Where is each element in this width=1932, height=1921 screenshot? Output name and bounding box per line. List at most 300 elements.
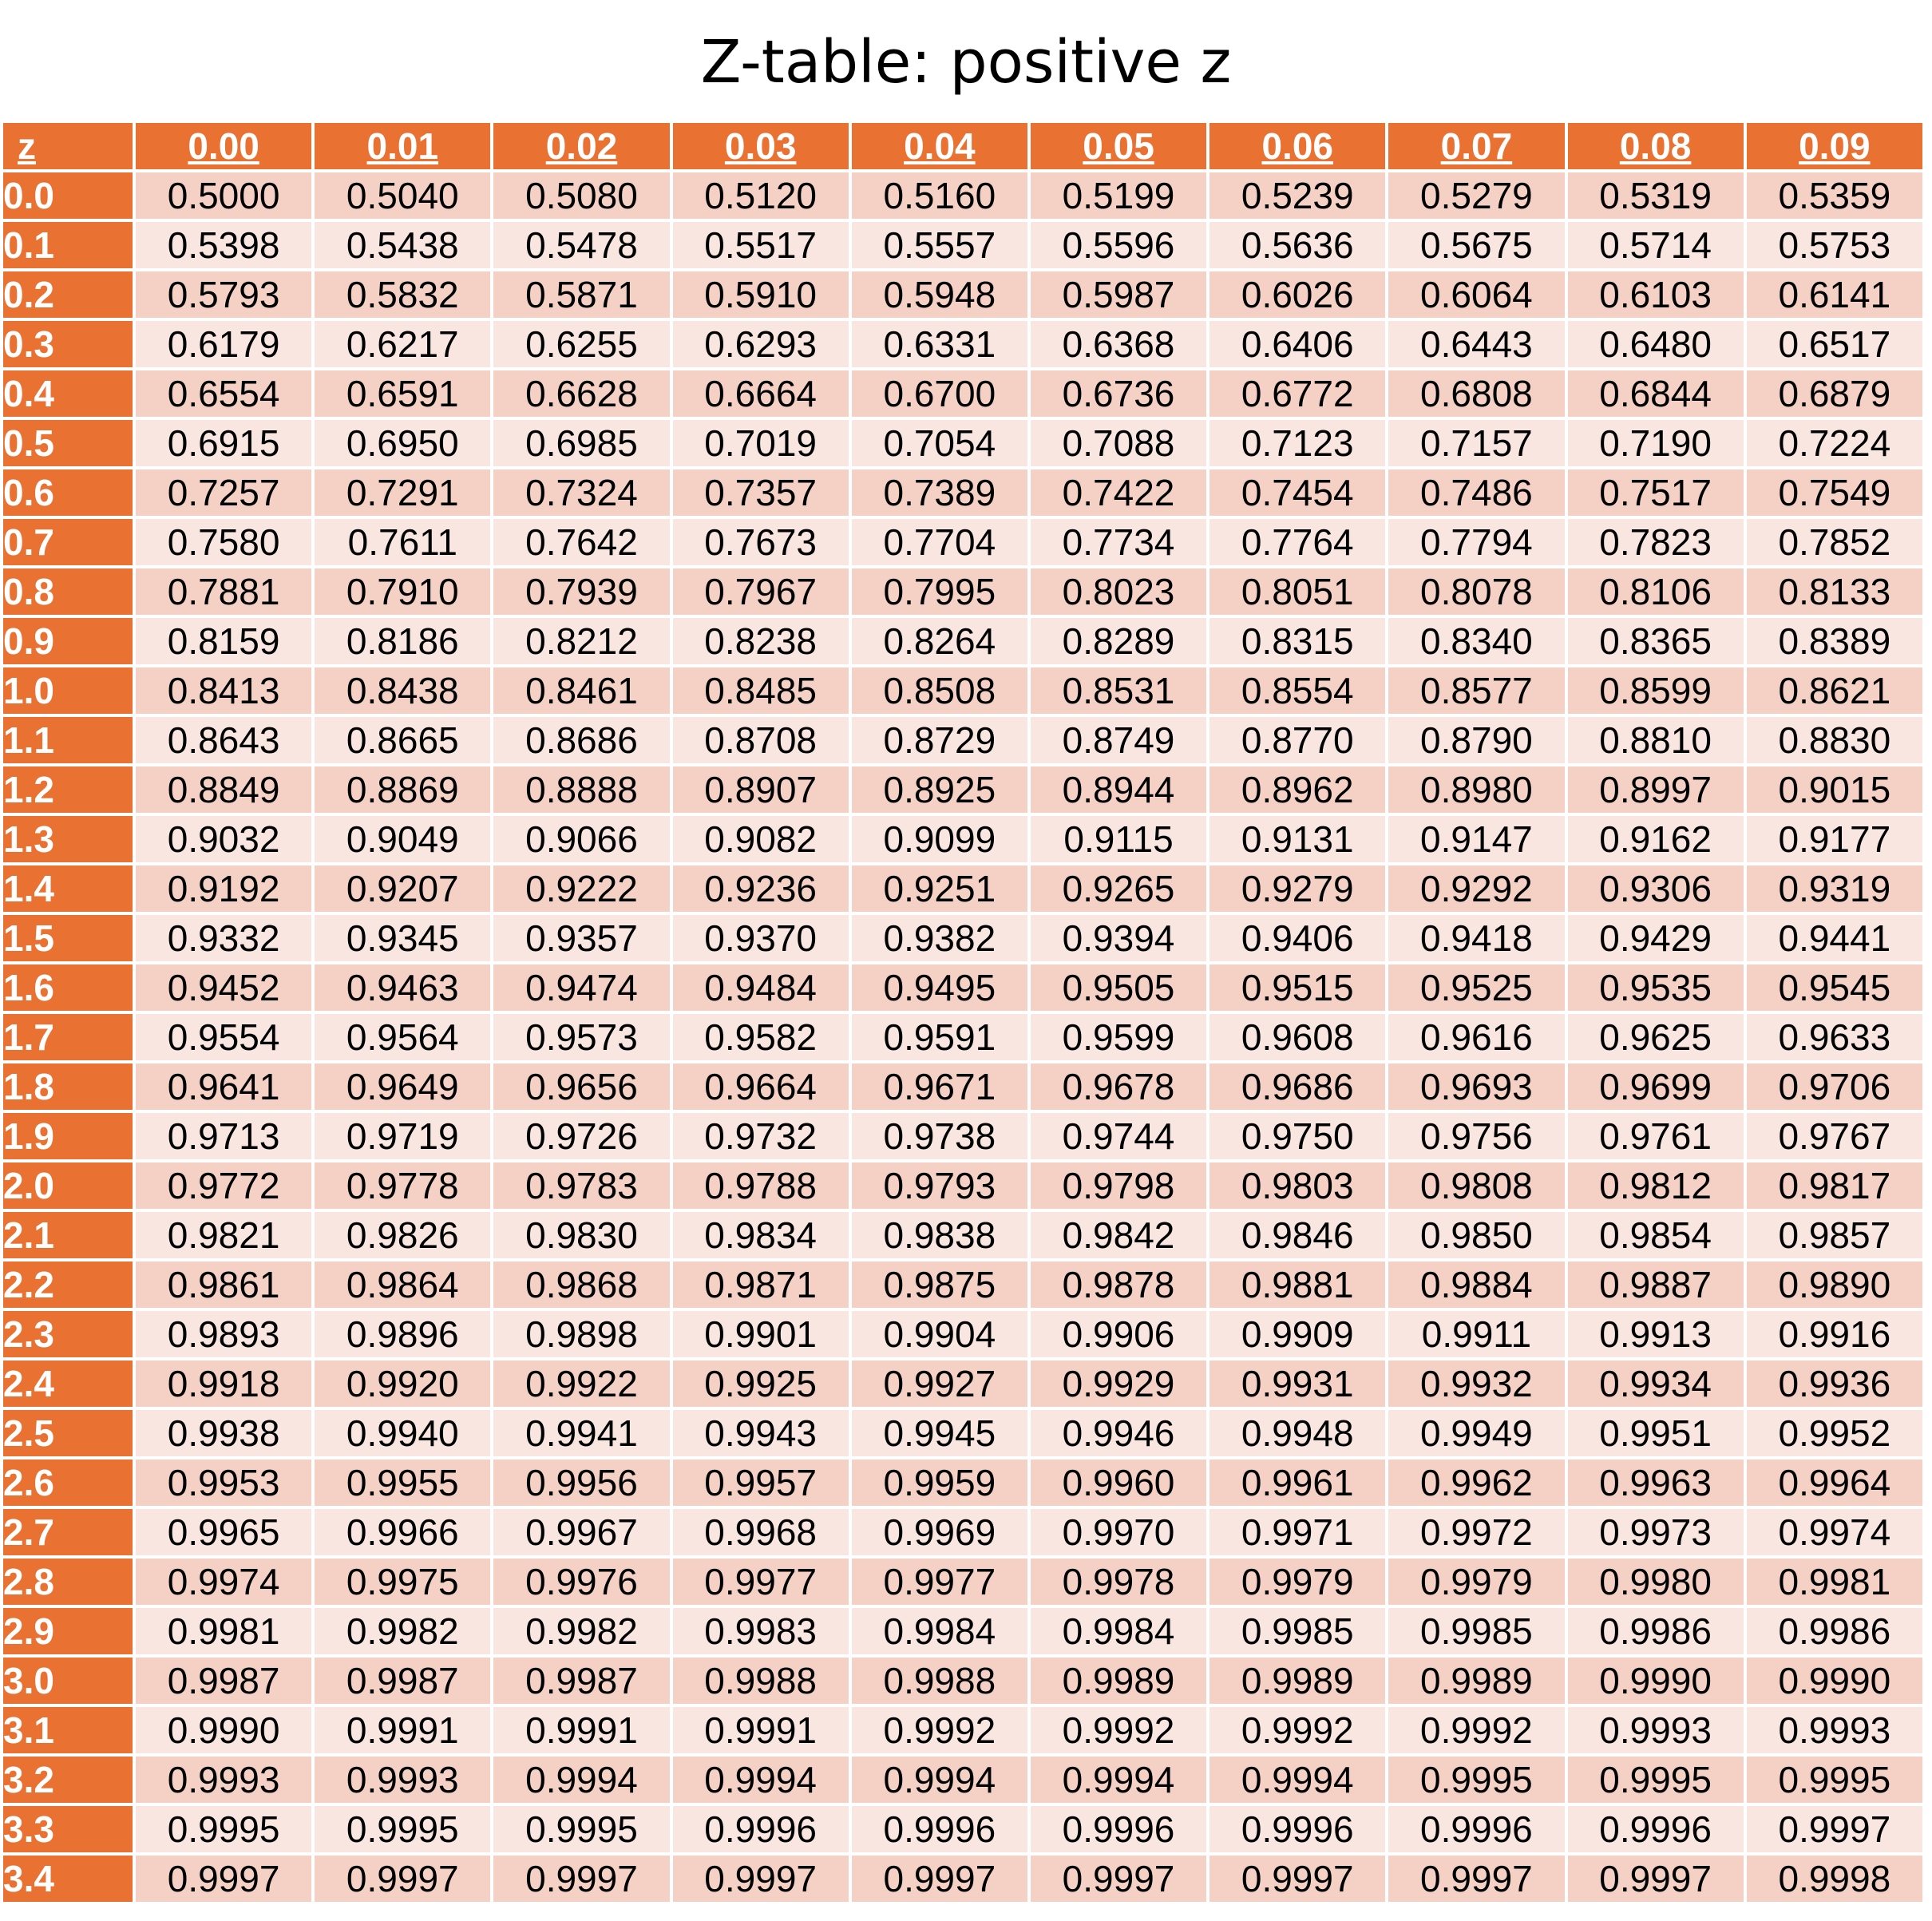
probability-cell: 0.7995	[852, 568, 1027, 615]
probability-cell: 0.9429	[1568, 915, 1744, 961]
probability-cell: 0.7764	[1209, 519, 1385, 565]
probability-cell: 0.9994	[493, 1757, 669, 1803]
probability-cell: 0.9319	[1747, 865, 1922, 912]
probability-cell: 0.7881	[136, 568, 311, 615]
probability-cell: 0.9812	[1568, 1163, 1744, 1209]
probability-cell: 0.6700	[852, 370, 1027, 417]
probability-cell: 0.9463	[315, 964, 490, 1011]
probability-cell: 0.9962	[1388, 1460, 1564, 1506]
probability-cell: 0.7580	[136, 519, 311, 565]
header-row	[3, 123, 1922, 169]
table-row	[3, 370, 1922, 417]
probability-cell: 0.8340	[1388, 618, 1564, 664]
probability-cell: 0.9938	[136, 1410, 311, 1456]
probability-cell: 0.8485	[673, 667, 849, 714]
row-z-label: 1.3	[3, 816, 133, 862]
probability-cell: 0.6293	[673, 321, 849, 367]
column-header: 0.09	[1747, 123, 1922, 169]
probability-cell: 0.9993	[136, 1757, 311, 1803]
probability-cell: 0.9032	[136, 816, 311, 862]
probability-cell: 0.9783	[493, 1163, 669, 1209]
probability-cell: 0.9505	[1031, 964, 1206, 1011]
column-header: 0.05	[1031, 123, 1206, 169]
probability-cell: 0.9974	[136, 1559, 311, 1605]
probability-cell: 0.8888	[493, 766, 669, 813]
probability-cell: 0.5359	[1747, 172, 1922, 219]
row-z-label: 1.4	[3, 865, 133, 912]
probability-cell: 0.9959	[852, 1460, 1027, 1506]
probability-cell: 0.7257	[136, 469, 311, 516]
table-row	[3, 1658, 1922, 1704]
probability-cell: 0.9994	[852, 1757, 1027, 1803]
probability-cell: 0.9951	[1568, 1410, 1744, 1456]
probability-cell: 0.6064	[1388, 271, 1564, 318]
table-row	[3, 1757, 1922, 1803]
probability-cell: 0.7910	[315, 568, 490, 615]
probability-cell: 0.8665	[315, 717, 490, 763]
probability-cell: 0.9452	[136, 964, 311, 1011]
probability-cell: 0.9821	[136, 1212, 311, 1258]
table-row	[3, 420, 1922, 466]
probability-cell: 0.9664	[673, 1063, 849, 1110]
probability-cell: 0.8749	[1031, 717, 1206, 763]
probability-cell: 0.9929	[1031, 1361, 1206, 1407]
table-row	[3, 1608, 1922, 1654]
probability-cell: 0.8790	[1388, 717, 1564, 763]
probability-cell: 0.9896	[315, 1311, 490, 1357]
probability-cell: 0.7291	[315, 469, 490, 516]
row-z-label: 3.4	[3, 1856, 133, 1902]
probability-cell: 0.9975	[315, 1559, 490, 1605]
probability-cell: 0.8289	[1031, 618, 1206, 664]
probability-cell: 0.6915	[136, 420, 311, 466]
probability-cell: 0.9941	[493, 1410, 669, 1456]
probability-cell: 0.9545	[1747, 964, 1922, 1011]
probability-cell: 0.5910	[673, 271, 849, 318]
probability-cell: 0.6179	[136, 321, 311, 367]
table-row	[3, 1361, 1922, 1407]
table-row	[3, 271, 1922, 318]
probability-cell: 0.9936	[1747, 1361, 1922, 1407]
probability-cell: 0.9049	[315, 816, 490, 862]
probability-cell: 0.5636	[1209, 222, 1385, 268]
probability-cell: 0.9177	[1747, 816, 1922, 862]
probability-cell: 0.9671	[852, 1063, 1027, 1110]
probability-cell: 0.9292	[1388, 865, 1564, 912]
probability-cell: 0.9162	[1568, 816, 1744, 862]
probability-cell: 0.9591	[852, 1014, 1027, 1060]
table-row	[3, 618, 1922, 664]
probability-cell: 0.8531	[1031, 667, 1206, 714]
probability-cell: 0.9985	[1388, 1608, 1564, 1654]
probability-cell: 0.9599	[1031, 1014, 1206, 1060]
probability-cell: 0.9993	[1568, 1707, 1744, 1753]
probability-cell: 0.9982	[315, 1608, 490, 1654]
probability-cell: 0.9931	[1209, 1361, 1385, 1407]
probability-cell: 0.5987	[1031, 271, 1206, 318]
probability-cell: 0.8413	[136, 667, 311, 714]
probability-cell: 0.5160	[852, 172, 1027, 219]
probability-cell: 0.7054	[852, 420, 1027, 466]
probability-cell: 0.5871	[493, 271, 669, 318]
probability-cell: 0.8729	[852, 717, 1027, 763]
probability-cell: 0.5832	[315, 271, 490, 318]
probability-cell: 0.9131	[1209, 816, 1385, 862]
probability-cell: 0.9990	[1568, 1658, 1744, 1704]
probability-cell: 0.6772	[1209, 370, 1385, 417]
probability-cell: 0.5948	[852, 271, 1027, 318]
probability-cell: 0.7324	[493, 469, 669, 516]
row-z-label: 0.3	[3, 321, 133, 367]
probability-cell: 0.9756	[1388, 1113, 1564, 1159]
probability-cell: 0.9983	[673, 1608, 849, 1654]
table-row	[3, 1311, 1922, 1357]
probability-cell: 0.9147	[1388, 816, 1564, 862]
table-row	[3, 915, 1922, 961]
probability-cell: 0.7611	[315, 519, 490, 565]
probability-cell: 0.9861	[136, 1262, 311, 1308]
probability-cell: 0.8023	[1031, 568, 1206, 615]
page-title: Z-table: positive z	[700, 28, 1232, 97]
probability-cell: 0.9207	[315, 865, 490, 912]
probability-cell: 0.8159	[136, 618, 311, 664]
probability-cell: 0.6554	[136, 370, 311, 417]
table-row	[3, 1460, 1922, 1506]
probability-cell: 0.9961	[1209, 1460, 1385, 1506]
probability-cell: 0.9793	[852, 1163, 1027, 1209]
probability-cell: 0.8849	[136, 766, 311, 813]
probability-cell: 0.9015	[1747, 766, 1922, 813]
probability-cell: 0.9868	[493, 1262, 669, 1308]
probability-cell: 0.9719	[315, 1113, 490, 1159]
row-z-label: 1.9	[3, 1113, 133, 1159]
probability-cell: 0.7967	[673, 568, 849, 615]
table-row	[3, 469, 1922, 516]
probability-cell: 0.8106	[1568, 568, 1744, 615]
probability-cell: 0.9968	[673, 1509, 849, 1555]
table-row	[3, 766, 1922, 813]
probability-cell: 0.9940	[315, 1410, 490, 1456]
probability-cell: 0.9949	[1388, 1410, 1564, 1456]
probability-cell: 0.6591	[315, 370, 490, 417]
probability-cell: 0.9989	[1388, 1658, 1564, 1704]
probability-cell: 0.9994	[673, 1757, 849, 1803]
probability-cell: 0.9767	[1747, 1113, 1922, 1159]
probability-cell: 0.9946	[1031, 1410, 1206, 1456]
probability-cell: 0.9887	[1568, 1262, 1744, 1308]
probability-cell: 0.9788	[673, 1163, 849, 1209]
probability-cell: 0.8508	[852, 667, 1027, 714]
table-row	[3, 321, 1922, 367]
row-z-label: 2.6	[3, 1460, 133, 1506]
probability-cell: 0.8133	[1747, 568, 1922, 615]
probability-cell: 0.9082	[673, 816, 849, 862]
probability-cell: 0.9564	[315, 1014, 490, 1060]
probability-cell: 0.9995	[493, 1806, 669, 1852]
probability-cell: 0.9817	[1747, 1163, 1922, 1209]
probability-cell: 0.9554	[136, 1014, 311, 1060]
probability-cell: 0.9345	[315, 915, 490, 961]
probability-cell: 0.7486	[1388, 469, 1564, 516]
probability-cell: 0.9864	[315, 1262, 490, 1308]
probability-cell: 0.9997	[1031, 1856, 1206, 1902]
probability-cell: 0.9996	[852, 1806, 1027, 1852]
row-z-label: 3.1	[3, 1707, 133, 1753]
probability-cell: 0.9279	[1209, 865, 1385, 912]
probability-cell: 0.9854	[1568, 1212, 1744, 1258]
probability-cell: 0.5080	[493, 172, 669, 219]
table-row	[3, 1014, 1922, 1060]
table-row	[3, 1707, 1922, 1753]
probability-cell: 0.8997	[1568, 766, 1744, 813]
table-row	[3, 519, 1922, 565]
table-row	[3, 816, 1922, 862]
probability-cell: 0.7357	[673, 469, 849, 516]
probability-cell: 0.9846	[1209, 1212, 1385, 1258]
probability-cell: 0.9988	[852, 1658, 1027, 1704]
probability-cell: 0.7823	[1568, 519, 1744, 565]
probability-cell: 0.9236	[673, 865, 849, 912]
table-row	[3, 1410, 1922, 1456]
row-z-label: 0.7	[3, 519, 133, 565]
probability-cell: 0.5279	[1388, 172, 1564, 219]
probability-cell: 0.9761	[1568, 1113, 1744, 1159]
probability-cell: 0.9901	[673, 1311, 849, 1357]
probability-cell: 0.9995	[1568, 1757, 1744, 1803]
table-row	[3, 1163, 1922, 1209]
probability-cell: 0.9993	[315, 1757, 490, 1803]
probability-cell: 0.6517	[1747, 321, 1922, 367]
probability-cell: 0.9904	[852, 1311, 1027, 1357]
probability-cell: 0.9406	[1209, 915, 1385, 961]
probability-cell: 0.9834	[673, 1212, 849, 1258]
probability-cell: 0.9956	[493, 1460, 669, 1506]
probability-cell: 0.8770	[1209, 717, 1385, 763]
probability-cell: 0.9441	[1747, 915, 1922, 961]
probability-cell: 0.9997	[1568, 1856, 1744, 1902]
probability-cell: 0.9916	[1747, 1311, 1922, 1357]
probability-cell: 0.9997	[1747, 1806, 1922, 1852]
probability-cell: 0.9995	[136, 1806, 311, 1852]
probability-cell: 0.8238	[673, 618, 849, 664]
probability-cell: 0.9996	[1031, 1806, 1206, 1852]
probability-cell: 0.9986	[1568, 1608, 1744, 1654]
probability-cell: 0.9772	[136, 1163, 311, 1209]
probability-cell: 0.9515	[1209, 964, 1385, 1011]
probability-cell: 0.9826	[315, 1212, 490, 1258]
probability-cell: 0.9922	[493, 1361, 669, 1407]
probability-cell: 0.8554	[1209, 667, 1385, 714]
probability-cell: 0.9979	[1209, 1559, 1385, 1605]
probability-cell: 0.9222	[493, 865, 669, 912]
probability-cell: 0.9987	[136, 1658, 311, 1704]
row-z-label: 2.7	[3, 1509, 133, 1555]
probability-cell: 0.9971	[1209, 1509, 1385, 1555]
probability-cell: 0.9979	[1388, 1559, 1564, 1605]
probability-cell: 0.9616	[1388, 1014, 1564, 1060]
row-z-label: 0.4	[3, 370, 133, 417]
probability-cell: 0.6103	[1568, 271, 1744, 318]
probability-cell: 0.9920	[315, 1361, 490, 1407]
row-z-label: 0.2	[3, 271, 133, 318]
probability-cell: 0.9988	[673, 1658, 849, 1704]
probability-cell: 0.9945	[852, 1410, 1027, 1456]
probability-cell: 0.6406	[1209, 321, 1385, 367]
probability-cell: 0.9993	[1747, 1707, 1922, 1753]
probability-cell: 0.9995	[1747, 1757, 1922, 1803]
probability-cell: 0.8944	[1031, 766, 1206, 813]
probability-cell: 0.9991	[673, 1707, 849, 1753]
probability-cell: 0.7190	[1568, 420, 1744, 466]
probability-cell: 0.8621	[1747, 667, 1922, 714]
table-row	[3, 1262, 1922, 1308]
row-z-label: 2.0	[3, 1163, 133, 1209]
probability-cell: 0.9911	[1388, 1311, 1564, 1357]
probability-cell: 0.9965	[136, 1509, 311, 1555]
probability-cell: 0.9738	[852, 1113, 1027, 1159]
probability-cell: 0.9357	[493, 915, 669, 961]
probability-cell: 0.9699	[1568, 1063, 1744, 1110]
probability-cell: 0.7088	[1031, 420, 1206, 466]
probability-cell: 0.9992	[852, 1707, 1027, 1753]
probability-cell: 0.9573	[493, 1014, 669, 1060]
probability-cell: 0.9838	[852, 1212, 1027, 1258]
probability-cell: 0.8365	[1568, 618, 1744, 664]
probability-cell: 0.9970	[1031, 1509, 1206, 1555]
probability-cell: 0.6331	[852, 321, 1027, 367]
probability-cell: 0.5000	[136, 172, 311, 219]
probability-cell: 0.7157	[1388, 420, 1564, 466]
probability-cell: 0.9535	[1568, 964, 1744, 1011]
probability-cell: 0.9997	[315, 1856, 490, 1902]
probability-cell: 0.9893	[136, 1311, 311, 1357]
probability-cell: 0.9656	[493, 1063, 669, 1110]
probability-cell: 0.6844	[1568, 370, 1744, 417]
probability-cell: 0.9967	[493, 1509, 669, 1555]
probability-cell: 0.9996	[673, 1806, 849, 1852]
probability-cell: 0.5793	[136, 271, 311, 318]
probability-cell: 0.9099	[852, 816, 1027, 862]
probability-cell: 0.9778	[315, 1163, 490, 1209]
row-z-label: 0.0	[3, 172, 133, 219]
column-header: 0.03	[673, 123, 849, 169]
probability-cell: 0.7852	[1747, 519, 1922, 565]
probability-cell: 0.9992	[1209, 1707, 1385, 1753]
column-header: 0.07	[1388, 123, 1564, 169]
probability-cell: 0.9995	[1388, 1757, 1564, 1803]
table-row	[3, 717, 1922, 763]
probability-cell: 0.5557	[852, 222, 1027, 268]
row-z-label: 2.8	[3, 1559, 133, 1605]
probability-cell: 0.5753	[1747, 222, 1922, 268]
probability-cell: 0.9726	[493, 1113, 669, 1159]
probability-cell: 0.7673	[673, 519, 849, 565]
table-row	[3, 964, 1922, 1011]
probability-cell: 0.8264	[852, 618, 1027, 664]
probability-cell: 0.5199	[1031, 172, 1206, 219]
probability-cell: 0.8051	[1209, 568, 1385, 615]
probability-cell: 0.9997	[493, 1856, 669, 1902]
probability-cell: 0.6217	[315, 321, 490, 367]
probability-cell: 0.9744	[1031, 1113, 1206, 1159]
probability-cell: 0.6141	[1747, 271, 1922, 318]
probability-cell: 0.7224	[1747, 420, 1922, 466]
probability-cell: 0.9474	[493, 964, 669, 1011]
probability-cell: 0.5040	[315, 172, 490, 219]
probability-cell: 0.5478	[493, 222, 669, 268]
probability-cell: 0.9996	[1209, 1806, 1385, 1852]
probability-cell: 0.9192	[136, 865, 311, 912]
z-table-body	[3, 172, 1922, 1902]
probability-cell: 0.9990	[136, 1707, 311, 1753]
z-column-header: z	[3, 123, 133, 169]
table-row	[3, 1559, 1922, 1605]
probability-cell: 0.9382	[852, 915, 1027, 961]
probability-cell: 0.6628	[493, 370, 669, 417]
probability-cell: 0.9918	[136, 1361, 311, 1407]
probability-cell: 0.9641	[136, 1063, 311, 1110]
probability-cell: 0.9686	[1209, 1063, 1385, 1110]
probability-cell: 0.9251	[852, 865, 1027, 912]
probability-cell: 0.8643	[136, 717, 311, 763]
probability-cell: 0.8315	[1209, 618, 1385, 664]
probability-cell: 0.8925	[852, 766, 1027, 813]
probability-cell: 0.9418	[1388, 915, 1564, 961]
probability-cell: 0.9974	[1747, 1509, 1922, 1555]
probability-cell: 0.9495	[852, 964, 1027, 1011]
probability-cell: 0.9927	[852, 1361, 1027, 1407]
probability-cell: 0.9963	[1568, 1460, 1744, 1506]
probability-cell: 0.7422	[1031, 469, 1206, 516]
table-row	[3, 1806, 1922, 1852]
row-z-label: 0.1	[3, 222, 133, 268]
table-row	[3, 172, 1922, 219]
probability-cell: 0.9332	[136, 915, 311, 961]
probability-cell: 0.9997	[1209, 1856, 1385, 1902]
probability-cell: 0.9909	[1209, 1311, 1385, 1357]
probability-cell: 0.9370	[673, 915, 849, 961]
probability-cell: 0.9732	[673, 1113, 849, 1159]
probability-cell: 0.9798	[1031, 1163, 1206, 1209]
probability-cell: 0.9394	[1031, 915, 1206, 961]
probability-cell: 0.9842	[1031, 1212, 1206, 1258]
probability-cell: 0.5675	[1388, 222, 1564, 268]
probability-cell: 0.9706	[1747, 1063, 1922, 1110]
probability-cell: 0.6443	[1388, 321, 1564, 367]
probability-cell: 0.9484	[673, 964, 849, 1011]
probability-cell: 0.9990	[1747, 1658, 1922, 1704]
probability-cell: 0.8962	[1209, 766, 1385, 813]
probability-cell: 0.9925	[673, 1361, 849, 1407]
probability-cell: 0.9985	[1209, 1608, 1385, 1654]
row-z-label: 2.2	[3, 1262, 133, 1308]
row-z-label: 0.6	[3, 469, 133, 516]
row-z-label: 1.0	[3, 667, 133, 714]
probability-cell: 0.9996	[1388, 1806, 1564, 1852]
table-row	[3, 1063, 1922, 1110]
table-row	[3, 1856, 1922, 1902]
probability-cell: 0.8186	[315, 618, 490, 664]
probability-cell: 0.9265	[1031, 865, 1206, 912]
probability-cell: 0.6736	[1031, 370, 1206, 417]
probability-cell: 0.9808	[1388, 1163, 1564, 1209]
probability-cell: 0.9693	[1388, 1063, 1564, 1110]
row-z-label: 3.3	[3, 1806, 133, 1852]
probability-cell: 0.9991	[315, 1707, 490, 1753]
probability-cell: 0.8830	[1747, 717, 1922, 763]
probability-cell: 0.9992	[1388, 1707, 1564, 1753]
probability-cell: 0.9984	[1031, 1608, 1206, 1654]
